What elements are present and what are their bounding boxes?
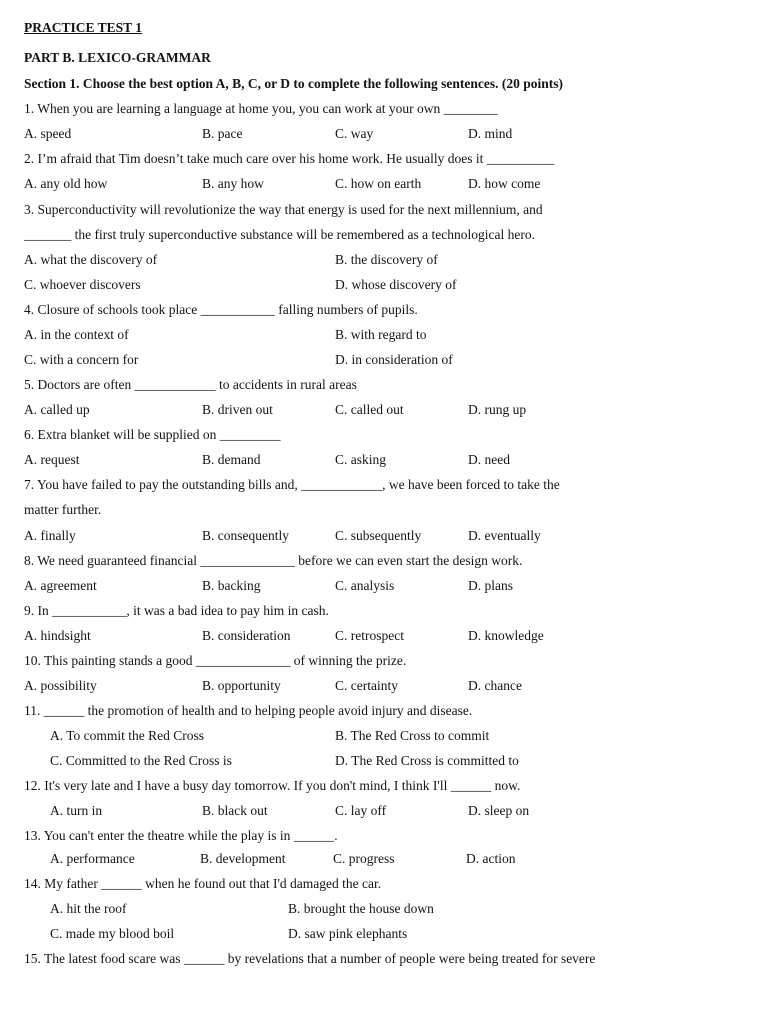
q3-option-b: B. the discovery of <box>335 252 438 267</box>
question-2: 2. I’m afraid that Tim doesn’t take much care over his home work. He usually does it __________ <box>24 151 555 166</box>
q4-option-d: D. in consideration of <box>335 352 453 367</box>
question-10: 10. This painting stands a good ______________ of winning the prize. <box>24 653 407 668</box>
q12-option-a: A. turn in <box>50 803 103 818</box>
q1-option-b: B. pace <box>202 126 243 141</box>
question-13: 13. You can't enter the theatre while the play is in ______. <box>24 828 338 843</box>
q4-option-b: B. with regard to <box>335 327 427 342</box>
q4-option-a: A. in the context of <box>24 327 129 342</box>
q11-option-b: B. The Red Cross to commit <box>335 728 490 743</box>
q2-option-d: D. how come <box>468 176 541 191</box>
question-7: 7. You have failed to pay the outstanding bills and, ____________, we have been forced to take the <box>24 477 560 492</box>
q14-option-d: D. saw pink elephants <box>288 926 408 941</box>
q6-option-d: D. need <box>468 452 510 467</box>
q14-option-b: B. brought the house down <box>288 901 434 916</box>
q11-option-d: D. The Red Cross is committed to <box>335 753 519 768</box>
q10-option-a: A. possibility <box>24 678 97 693</box>
q6-option-a: A. request <box>24 452 80 467</box>
question-5: 5. Doctors are often ____________ to accidents in rural areas <box>24 377 357 392</box>
q2-option-b: B. any how <box>202 176 264 191</box>
q1-option-c: C. way <box>335 126 374 141</box>
q2-option-a: A. any old how <box>24 176 108 191</box>
q9-option-d: D. knowledge <box>468 628 544 643</box>
q8-option-a: A. agreement <box>24 578 97 593</box>
q6-option-c: C. asking <box>335 452 387 467</box>
question-14: 14. My father ______ when he found out that I'd damaged the car. <box>24 876 382 891</box>
section-instruction: Section 1. Choose the best option A, B, C, or D to complete the following sentences. (20 points) <box>24 76 563 91</box>
q9-option-c: C. retrospect <box>335 628 404 643</box>
q10-option-c: C. certainty <box>335 678 398 693</box>
q11-option-a: A. To commit the Red Cross <box>50 728 205 743</box>
question-1: 1. When you are learning a language at home you, you can work at your own ________ <box>24 101 498 116</box>
q11-option-c: C. Committed to the Red Cross is <box>50 753 232 768</box>
q10-option-b: B. opportunity <box>202 678 281 693</box>
q7-option-a: A. finally <box>24 528 76 543</box>
q13-option-b: B. development <box>200 851 286 866</box>
q1-option-d: D. mind <box>468 126 513 141</box>
q3-option-d: D. whose discovery of <box>335 277 457 292</box>
part-heading: PART B. LEXICO-GRAMMAR <box>24 50 211 65</box>
q9-option-b: B. consideration <box>202 628 291 643</box>
question-4: 4. Closure of schools took place ___________ falling numbers of pupils. <box>24 302 418 317</box>
q1-option-a: A. speed <box>24 126 72 141</box>
question-3: 3. Superconductivity will revolutionize the way that energy is used for the next millennium, and <box>24 202 543 217</box>
q3-option-c: C. whoever discovers <box>24 277 141 292</box>
q14-option-a: A. hit the roof <box>50 901 127 916</box>
question-9: 9. In ___________, it was a bad idea to pay him in cash. <box>24 603 329 618</box>
q5-option-a: A. called up <box>24 402 90 417</box>
q12-option-c: C. lay off <box>335 803 387 818</box>
q12-option-d: D. sleep on <box>468 803 530 818</box>
practice-test-title: PRACTICE TEST 1 <box>24 20 143 35</box>
q4-option-c: C. with a concern for <box>24 352 139 367</box>
q3-option-a: A. what the discovery of <box>24 252 158 267</box>
q5-option-d: D. rung up <box>468 402 527 417</box>
q14-option-c: C. made my blood boil <box>50 926 175 941</box>
q6-option-b: B. demand <box>202 452 261 467</box>
q12-option-b: B. black out <box>202 803 268 818</box>
q7-option-d: D. eventually <box>468 528 541 543</box>
q5-option-b: B. driven out <box>202 402 273 417</box>
question-8: 8. We need guaranteed financial ______________ before we can even start the design work. <box>24 553 523 568</box>
q10-option-d: D. chance <box>468 678 522 693</box>
q8-option-b: B. backing <box>202 578 261 593</box>
question-11: 11. ______ the promotion of health and to helping people avoid injury and disease. <box>24 703 473 718</box>
question-15: 15. The latest food scare was ______ by revelations that a number of people were being treated for severe <box>24 951 596 966</box>
q8-option-d: D. plans <box>468 578 513 593</box>
question-7-continued: matter further. <box>24 502 102 517</box>
q9-option-a: A. hindsight <box>24 628 91 643</box>
q13-option-c: C. progress <box>333 851 395 866</box>
q5-option-c: C. called out <box>335 402 404 417</box>
question-3-continued: _______ the first truly superconductive substance will be remembered as a technological hero. <box>24 227 535 242</box>
question-12: 12. It's very late and I have a busy day tomorrow. If you don't mind, I think I'll ______ now. <box>24 778 521 793</box>
q13-option-d: D. action <box>466 851 516 866</box>
q8-option-c: C. analysis <box>335 578 395 593</box>
q2-option-c: C. how on earth <box>335 176 422 191</box>
q7-option-c: C. subsequently <box>335 528 422 543</box>
q13-option-a: A. performance <box>50 851 135 866</box>
q7-option-b: B. consequently <box>202 528 289 543</box>
question-6: 6. Extra blanket will be supplied on _________ <box>24 427 281 442</box>
